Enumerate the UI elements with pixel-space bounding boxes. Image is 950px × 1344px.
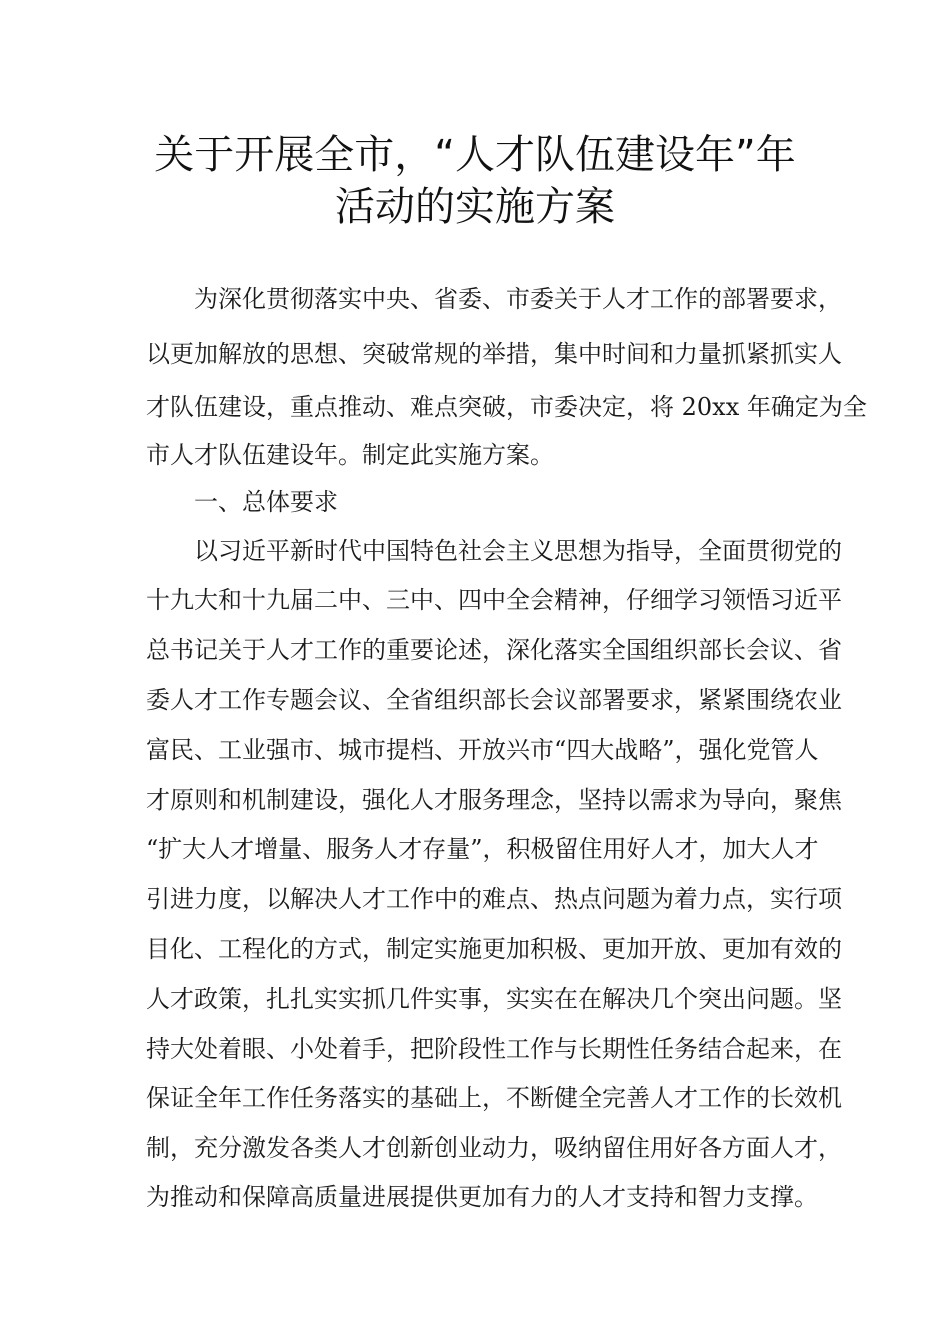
- paragraph-body-line: 以习近平新时代中国特色社会主义思想为指导，全面贯彻党的: [194, 537, 842, 565]
- paragraph-body-line: 人才政策，扎扎实实抓几件实事，实实在在解决几个突出问题。坚: [146, 985, 842, 1013]
- paragraph-body-line: 总书记关于人才工作的重要论述，深化落实全国组织部长会议、省: [146, 636, 842, 664]
- paragraph-body-line: 富民、工业强市、城市提档、开放兴市“四大战略”，强化党管人: [146, 736, 819, 764]
- paragraph-body-line: 委人才工作专题会议、全省组织部长会议部署要求，紧紧围绕农业: [146, 686, 842, 714]
- document-title-line-1: 关于开展全市，“人才队伍建设年”年: [154, 132, 796, 178]
- document-title-line-2: 活动的实施方案: [335, 184, 615, 230]
- paragraph-body-line: 制，充分激发各类人才创新创业动力，吸纳留住用好各方面人才，: [146, 1134, 842, 1162]
- paragraph-body-line: 保证全年工作任务落实的基础上，不断健全完善人才工作的长效机: [146, 1084, 842, 1112]
- paragraph-body-line: 引进力度，以解决人才工作中的难点、热点问题为着力点，实行项: [146, 885, 842, 913]
- paragraph-body-line: 为推动和保障高质量进展提供更加有力的人才支持和智力支撑。: [146, 1183, 818, 1211]
- paragraph-body-line: “扩大人才增量、服务人才存量”，积极留住用好人才，加大人才: [146, 835, 819, 863]
- paragraph-intro-line: 市人才队伍建设年。制定此实施方案。: [146, 441, 554, 469]
- paragraph-body-line: 十九大和十九届二中、三中、四中全会精神，仔细学习领悟习近平: [146, 586, 842, 614]
- paragraph-body-line: 持大处着眼、小处着手，把阶段性工作与长期性任务结合起来，在: [146, 1035, 842, 1063]
- paragraph-intro-line: 以更加解放的思想、突破常规的举措，集中时间和力量抓紧抓实人: [146, 340, 842, 368]
- paragraph-intro-line: 为深化贯彻落实中央、省委、市委关于人才工作的部署要求，: [194, 285, 842, 313]
- paragraph-body-line: 才原则和机制建设，强化人才服务理念，坚持以需求为导向，聚焦: [146, 786, 842, 814]
- paragraph-body-line: 目化、工程化的方式，制定实施更加积极、更加开放、更加有效的: [146, 935, 842, 963]
- paragraph-intro-line: 才队伍建设，重点推动、难点突破，市委决定，将 20xx 年确定为全: [146, 393, 867, 421]
- section-heading: 一、总体要求: [194, 488, 338, 516]
